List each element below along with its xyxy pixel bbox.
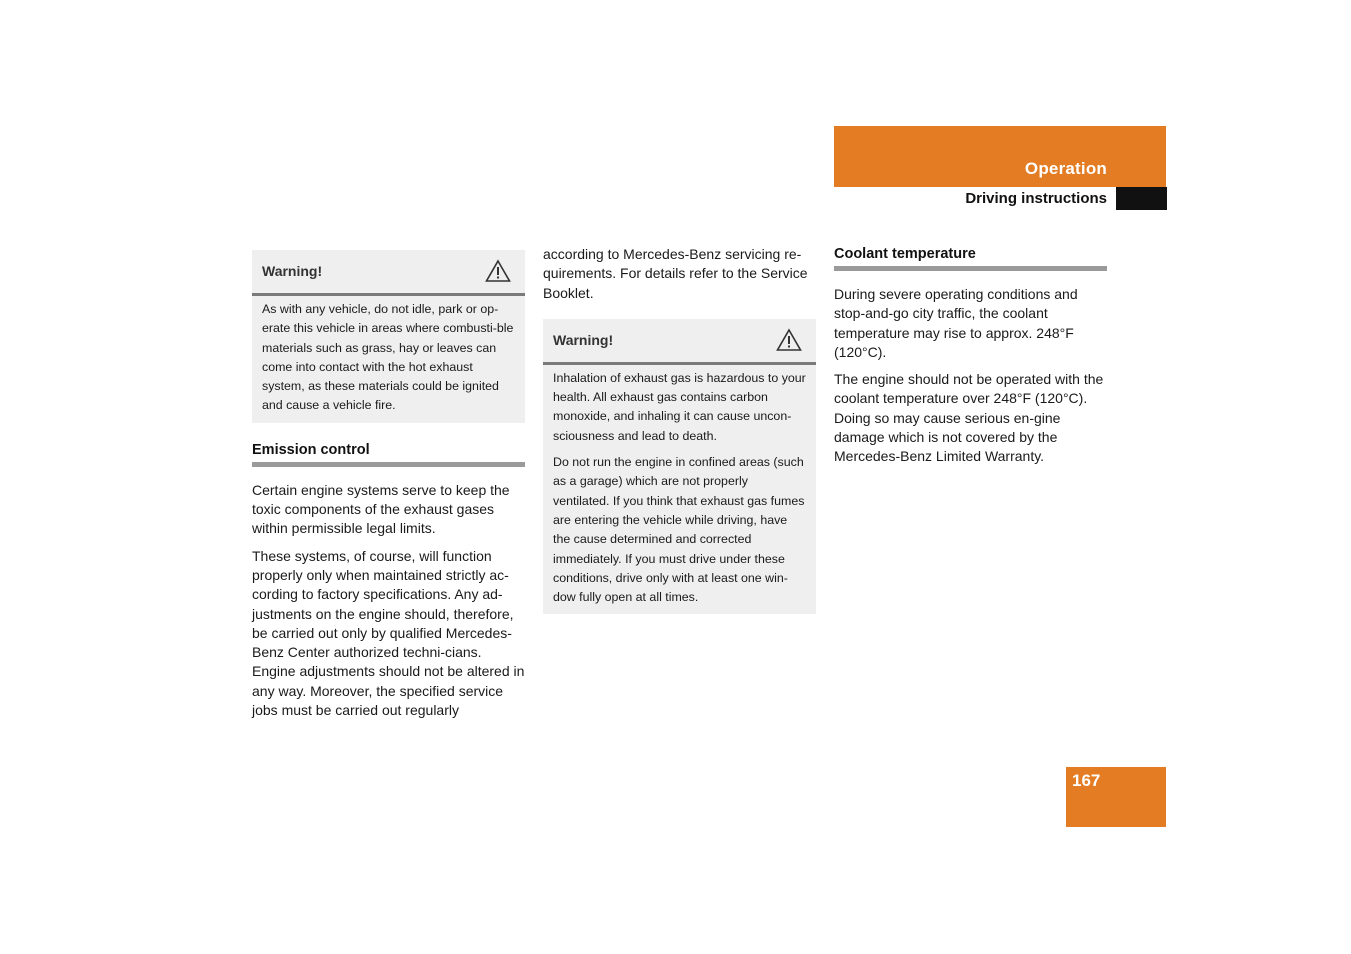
- page-number-tab: [1066, 767, 1166, 827]
- warning-body: [543, 365, 816, 615]
- coolant-temperature-heading: Coolant temperature: [834, 246, 1107, 271]
- column-2: [543, 245, 816, 614]
- warning-label: Warning!: [262, 263, 323, 279]
- warning-text: As with any vehicle, do not idle, park or op-erate this vehicle in areas where combusti-ble materials such as grass, hay or leaves can come into contact with the hot exhaust system, as these materials could be ignited and cause a vehicle fire.: [262, 302, 514, 413]
- emission-paragraph-1: Certain engine systems serve to keep the toxic components of the exhaust gases within permissible legal limits.: [252, 481, 510, 537]
- column-1: [252, 250, 525, 728]
- column-3: [834, 246, 1107, 475]
- warning-triangle-icon: [485, 259, 511, 283]
- warning-header: [252, 250, 525, 296]
- section-title: Operation: [1024, 159, 1107, 178]
- warning-label: Warning!: [553, 331, 614, 348]
- warning-header: [543, 319, 816, 365]
- continued-paragraph: according to Mercedes-Benz servicing re-quirements. For details refer to the Service Booklet.: [543, 246, 808, 301]
- coolant-paragraph-2: The engine should not be operated with the coolant temperature over 248°F (120°C). Doing so may cause serious en-gine damage which is not covered by the Mercedes-Benz Limited Warranty.: [834, 371, 1104, 465]
- warning-box: [252, 250, 525, 423]
- subsection-title: Driving instructions: [965, 190, 1107, 207]
- warning-triangle-icon: [776, 328, 802, 352]
- warning-paragraph-1: Inhalation of exhaust gas is hazardous to your health. All exhaust gas contains carbon monoxide, and inhaling it can cause uncon-sciousness and lead to death.: [553, 370, 806, 443]
- emission-paragraph-2: These systems, of course, will function properly only when maintained strictly ac-cording to factory specifications. Any ad-justments on the engine should, therefore, be carried out only by qualified Mercedes-Benz Center authorized techni-cians. Engine adjustments should not be altered in any way. Moreover, the specified service jobs must be carried out regularly: [252, 547, 525, 719]
- coolant-paragraph-1: During severe operating conditions and stop-and-go city traffic, the coolant temperature may rise to approx. 248°F (120°C).: [834, 286, 1078, 360]
- warning-box: [543, 319, 816, 615]
- warning-paragraph-2: Do not run the engine in confined areas (such as a garage) which are not properly ventilated. If you think that exhaust gas fumes are entering the vehicle while driving, have the cause determined and corrected immediately. If you must drive under these conditions, drive only with at least one win-dow fully open at all times.: [553, 455, 805, 605]
- thumb-tab-marker: [1116, 187, 1167, 210]
- emission-control-heading: Emission control: [252, 442, 525, 467]
- section-header-bar: [834, 126, 1166, 187]
- page-number: 167: [1072, 771, 1101, 790]
- warning-body: [252, 296, 525, 423]
